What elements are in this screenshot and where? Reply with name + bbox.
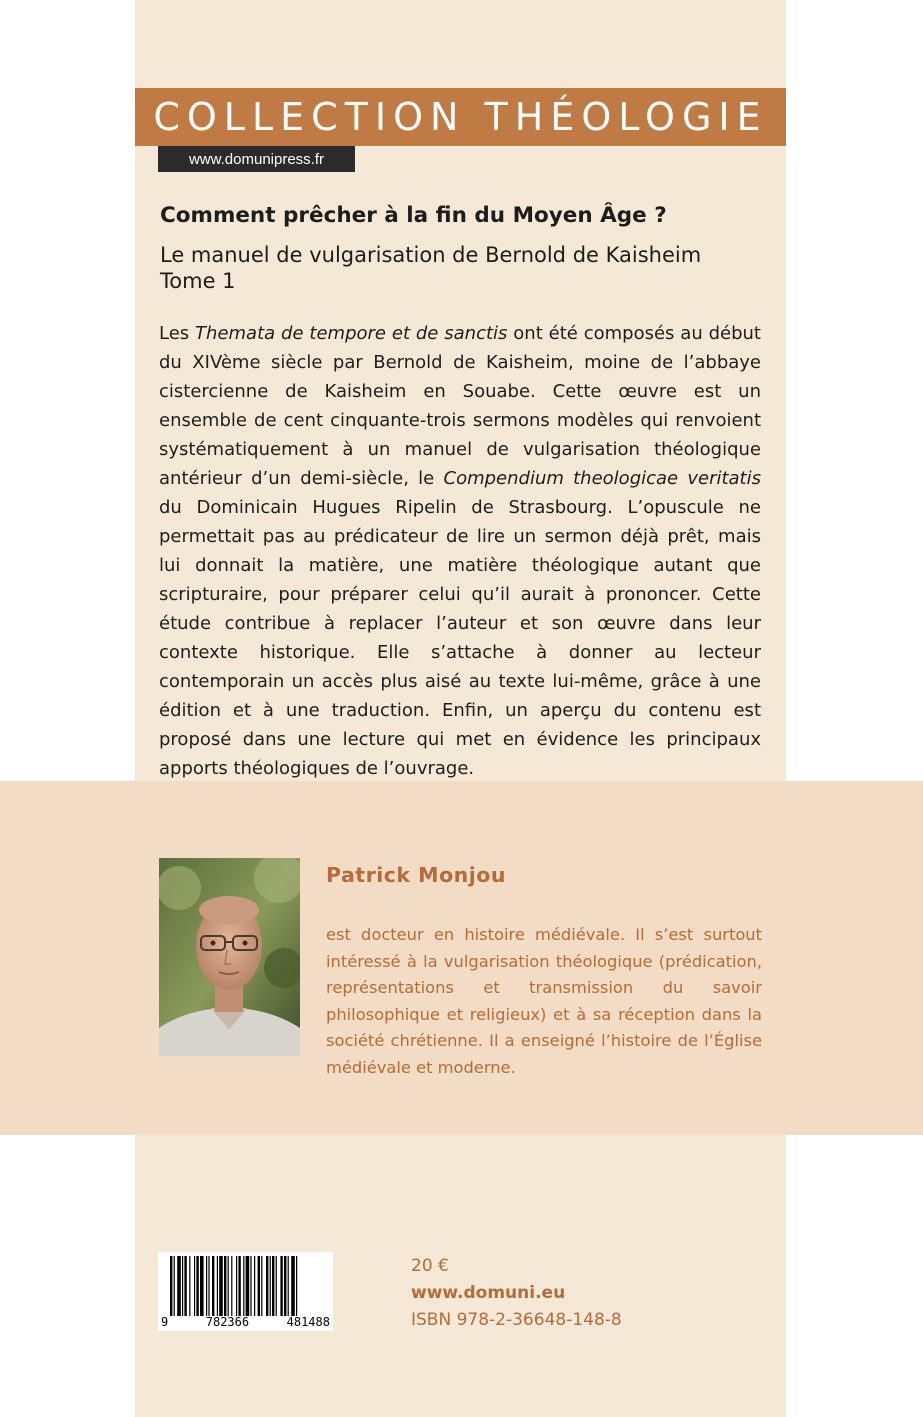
author-bio	[326, 922, 762, 1081]
author-photo	[159, 858, 300, 1056]
book-volume: Tome 1	[160, 269, 236, 293]
barcode-digits	[158, 1315, 333, 1329]
isbn: ISBN 978-2-36648-148-8	[411, 1310, 622, 1330]
author-bio-text: est docteur en histoire médiévale. Il s’est surtout intéressé à la vulgarisation théologique (prédication, représentations et transmission du savoir philosophique et religieux) et à sa réception dans la société chrétienne. Il a enseigné l’histoire de l’Église médiévale et moderne.	[326, 925, 762, 1077]
domuni-website: www.domuni.eu	[411, 1283, 566, 1303]
author-name: Patrick Monjou	[326, 863, 506, 887]
blurb-italic-compendium: Compendium theologicae veritatis	[443, 468, 761, 489]
blurb-paragraph	[159, 319, 761, 783]
blurb-text-1: Les	[159, 323, 196, 344]
blurb-text-3: du Dominicain Hugues Ripelin de Strasbourg. L’opuscule ne permettait pas au prédicateur de lire un sermon déjà prêt, mais lui donnait la matière, une matière théologique autant que scripturaire, pour préparer celui qu’il aurait à prononcer. Cette étude contribue à replacer l’auteur et son œuvre dans leur contexte historique. Elle s’attache à donner au lecteur contemporain un accès plus aisé au texte lui-même, grâce à une édition et à une traduction. Enfin, un aperçu du contenu est proposé dans une lecture qui met en évidence les principaux apports théologiques de l’ouvrage.	[159, 497, 761, 779]
blurb-text-2: ont été composés au début du XIVème siècle par Bernold de Kaisheim, moine de l’abbaye cistercienne de Kaisheim en Souabe. Cette œuvre est un ensemble de cent cinquante-trois sermons modèles qui renvoient systématiquement à un manuel de vulgarisation théologique antérieur d’un demi-siècle, le	[159, 323, 761, 489]
book-subtitle: Le manuel de vulgarisation de Bernold de Kaisheim	[160, 243, 702, 267]
isbn-barcode	[158, 1252, 333, 1331]
collection-banner	[135, 88, 786, 146]
blurb-italic-title: Themata de tempore et de sanctis	[195, 323, 508, 344]
collection-title: COLLECTION THÉOLOGIE	[153, 95, 768, 139]
book-blurb	[159, 319, 761, 783]
publisher-website: www.domunipress.fr	[158, 146, 355, 172]
barcode-digit-group: 782366	[205, 1315, 250, 1329]
price: 20 €	[411, 1256, 449, 1276]
book-subtitle-block	[160, 242, 760, 294]
barcode-digit-group: 481488	[286, 1315, 330, 1329]
book-title: Comment prêcher à la fin du Moyen Âge ?	[160, 203, 667, 228]
barcode-digit-group: 9	[161, 1315, 169, 1329]
price-block	[411, 1253, 622, 1334]
